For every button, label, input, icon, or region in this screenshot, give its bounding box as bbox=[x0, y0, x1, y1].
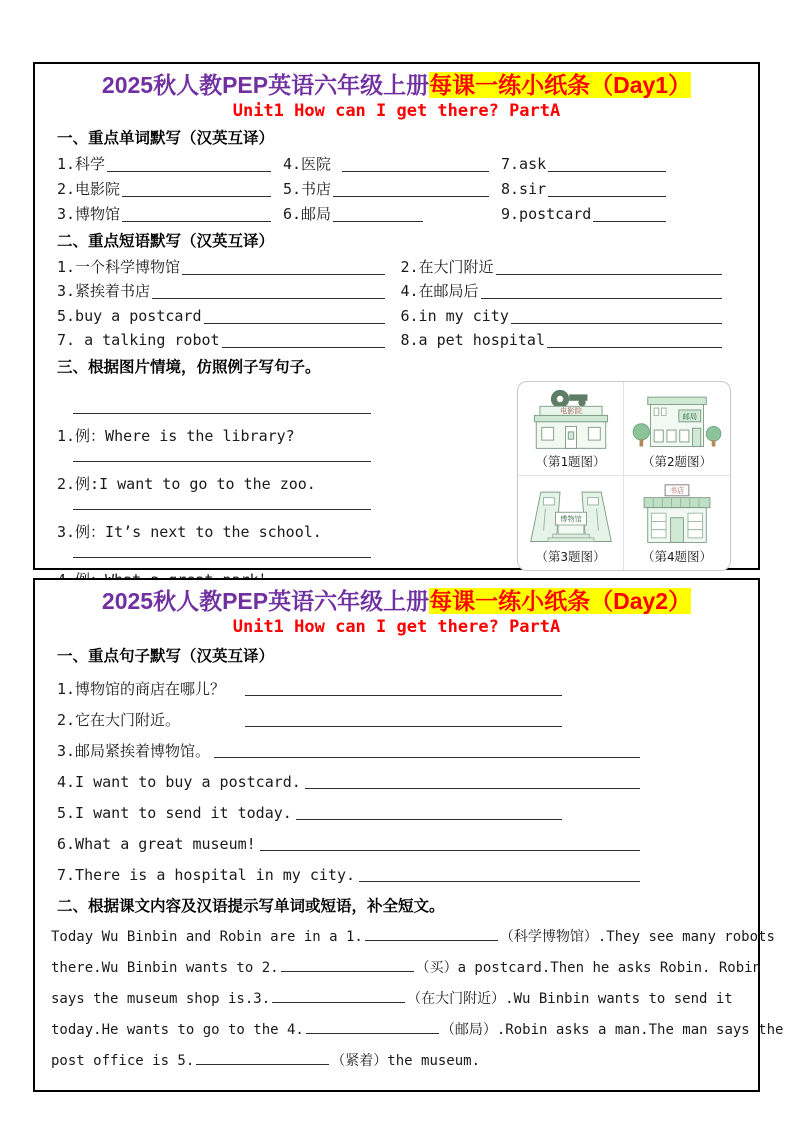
passage-text-post: a postcard.Then he asks Robin. Robin bbox=[457, 960, 762, 976]
post-office-icon bbox=[631, 388, 723, 452]
sentence-item bbox=[57, 732, 744, 763]
answer-blank bbox=[511, 323, 722, 324]
passage-blank bbox=[272, 989, 405, 1003]
answer-blank bbox=[305, 788, 640, 789]
answer-blank bbox=[245, 695, 562, 696]
phrase-item bbox=[57, 254, 401, 279]
day2-sentence-list bbox=[57, 670, 744, 887]
word-label: 2.电影院 bbox=[57, 180, 121, 198]
phrase-label: 7. a talking robot bbox=[57, 331, 220, 349]
bookstore-icon bbox=[631, 483, 723, 547]
answer-blank bbox=[593, 221, 666, 222]
day2-title bbox=[49, 586, 744, 616]
sentence-label: 7.There is a hospital in my city. bbox=[57, 866, 356, 884]
phrase-item bbox=[401, 328, 745, 353]
sentence-label: 4.I want to buy a postcard. bbox=[57, 773, 301, 791]
phrase-label: 3.紧挨着书店 bbox=[57, 282, 151, 300]
sentence-label: 2.它在大门附近。 bbox=[57, 711, 181, 729]
answer-blank bbox=[214, 757, 640, 758]
answer-line bbox=[73, 461, 371, 462]
word-label: 9.postcard bbox=[501, 205, 592, 223]
answer-blank bbox=[342, 171, 489, 172]
answer-blank bbox=[333, 196, 489, 197]
day1-unit-subtitle: Unit1 How can I get there? PartA bbox=[232, 101, 561, 121]
day2-unit-subtitle: Unit1 How can I get there? PartA bbox=[232, 617, 561, 637]
passage-hint: （紧着） bbox=[331, 1053, 388, 1069]
passage-text-pre: today.He wants to go to the 4. bbox=[51, 1022, 304, 1038]
answer-line bbox=[73, 413, 371, 414]
answer-blank bbox=[296, 819, 562, 820]
passage-line bbox=[51, 984, 744, 1015]
word-label: 6.邮局 bbox=[283, 205, 332, 223]
passage-blank bbox=[196, 1051, 329, 1065]
example-item bbox=[57, 429, 517, 493]
example-item bbox=[57, 525, 517, 573]
passage-text-post: .They see many robots bbox=[597, 929, 775, 945]
word-label: 8.sir bbox=[501, 180, 547, 198]
word-item bbox=[283, 151, 501, 176]
answer-blank bbox=[359, 881, 640, 882]
word-label: 1.科学 bbox=[57, 155, 106, 173]
answer-blank bbox=[496, 274, 722, 275]
passage-text-pre: post office is 5. bbox=[51, 1053, 195, 1069]
word-item bbox=[501, 201, 744, 226]
answer-blank bbox=[107, 171, 271, 172]
passage-text-pre: says the museum shop is.3. bbox=[51, 991, 271, 1007]
day2-section2-heading: 二、根据课文内容及汉语提示写单词或短语，补全短文。 bbox=[57, 898, 445, 915]
day1-phrase-dictation-grid bbox=[57, 254, 744, 352]
day1-word-dictation-grid bbox=[57, 151, 744, 226]
cloze-passage bbox=[51, 922, 784, 1077]
passage-text-pre: there.Wu Binbin wants to 2. bbox=[51, 960, 279, 976]
sentence-label: 6.What a great museum! bbox=[57, 835, 256, 853]
word-item bbox=[57, 151, 283, 176]
phrase-item bbox=[401, 279, 745, 304]
phrase-item bbox=[57, 303, 401, 328]
answer-blank bbox=[152, 298, 384, 299]
answer-blank bbox=[222, 347, 385, 348]
passage-line bbox=[51, 922, 775, 953]
phrase-item bbox=[57, 279, 401, 304]
answer-blank bbox=[122, 196, 271, 197]
word-label: 5.书店 bbox=[283, 180, 332, 198]
sentence-item bbox=[57, 701, 744, 732]
answer-blank bbox=[122, 221, 271, 222]
phrase-item bbox=[401, 254, 745, 279]
word-label: 7.ask bbox=[501, 155, 547, 173]
answer-blank bbox=[182, 274, 384, 275]
figure-4-cell bbox=[624, 476, 730, 570]
passage-text-post: the museum. bbox=[387, 1053, 481, 1069]
museum-icon bbox=[525, 483, 617, 547]
phrase-label: 6.in my city bbox=[400, 306, 509, 325]
day2-title-highlight: 每课一练小纸条（Day2） bbox=[429, 588, 692, 614]
day1-worksheet-box bbox=[33, 62, 760, 570]
day1-title bbox=[49, 70, 744, 100]
sentence-item bbox=[57, 763, 744, 794]
passage-hint: （科学博物馆） bbox=[499, 929, 598, 945]
cinema-icon bbox=[525, 388, 617, 452]
day1-section2-heading: 二、重点短语默写（汉英互译） bbox=[57, 233, 275, 250]
passage-line bbox=[51, 953, 762, 984]
example-item bbox=[57, 477, 517, 541]
passage-text-post: .Robin asks a man.The man says the bbox=[496, 1022, 784, 1038]
passage-hint: （邮局） bbox=[440, 1022, 497, 1038]
svg-text:邮局: 邮局 bbox=[682, 412, 698, 422]
figure-2-caption: （第2题图） bbox=[641, 454, 713, 469]
passage-hint: （买） bbox=[415, 960, 458, 976]
day1-title-highlight: 每课一练小纸条（Day1） bbox=[429, 72, 692, 98]
example-sentence: 2.例:I want to go to the zoo. bbox=[57, 475, 316, 493]
word-item bbox=[283, 201, 501, 226]
figure-1-cell bbox=[518, 382, 624, 476]
word-item bbox=[57, 201, 283, 226]
figure-panel bbox=[517, 381, 731, 571]
phrase-label: 2.在大门附近 bbox=[400, 257, 494, 276]
figure-3-caption: （第3题图） bbox=[535, 549, 606, 564]
answer-blank bbox=[333, 221, 423, 222]
svg-text:博物馆: 博物馆 bbox=[559, 514, 582, 524]
answer-line bbox=[73, 557, 371, 558]
sentence-label: 5.I want to send it today. bbox=[57, 804, 292, 822]
word-label: 4.医院 bbox=[283, 155, 341, 173]
day1-section1-heading: 一、重点单词默写（汉英互译） bbox=[57, 130, 275, 147]
answer-line bbox=[73, 509, 371, 510]
phrase-item bbox=[57, 328, 401, 353]
example-item bbox=[57, 381, 517, 445]
sentence-label: 3.邮局紧挨着博物馆。 bbox=[57, 742, 211, 760]
answer-blank bbox=[547, 347, 722, 348]
sentence-item bbox=[57, 794, 744, 825]
answer-blank bbox=[548, 196, 666, 197]
answer-blank bbox=[548, 171, 666, 172]
example-sentence-list bbox=[57, 381, 517, 573]
sentence-label: 1.博物馆的商店在哪儿？ bbox=[57, 680, 226, 698]
answer-blank bbox=[204, 323, 385, 324]
passage-text-post: .Wu Binbin wants to send it bbox=[505, 991, 733, 1007]
example-sentence: 1.例：Where is the library? bbox=[57, 427, 295, 445]
example-sentence: 3.例：It’s next to the school. bbox=[57, 523, 322, 541]
passage-line bbox=[51, 1015, 784, 1046]
word-item bbox=[501, 176, 744, 201]
svg-text:电影院: 电影院 bbox=[559, 406, 582, 416]
phrase-label: 8.a pet hospital bbox=[400, 331, 545, 349]
answer-blank bbox=[260, 850, 640, 851]
sentence-item bbox=[57, 856, 744, 887]
answer-blank bbox=[481, 298, 722, 299]
figure-1-caption: （第1题图） bbox=[535, 454, 606, 469]
passage-blank bbox=[365, 927, 498, 941]
word-item bbox=[283, 176, 501, 201]
day1-section3-content bbox=[57, 381, 744, 573]
answer-blank bbox=[245, 726, 562, 727]
day1-title-prefix: 2025秋人教PEP英语六年级上册 bbox=[101, 72, 430, 98]
phrase-label: 4.在邮局后 bbox=[400, 282, 479, 300]
figure-4-caption: （第4题图） bbox=[641, 549, 713, 564]
day2-section1-heading: 一、重点句子默写（汉英互译） bbox=[57, 648, 275, 665]
phrase-label: 5.buy a postcard bbox=[57, 306, 202, 325]
figure-3-cell bbox=[518, 476, 624, 570]
passage-blank bbox=[306, 1020, 439, 1034]
passage-text-pre: Today Wu Binbin and Robin are in a 1. bbox=[51, 929, 363, 945]
day2-title-prefix: 2025秋人教PEP英语六年级上册 bbox=[101, 588, 430, 614]
day1-section3-heading: 三、根据图片情境，仿照例子写句子。 bbox=[57, 359, 321, 376]
word-label: 3.博物馆 bbox=[57, 205, 121, 223]
word-item bbox=[501, 151, 744, 176]
passage-line bbox=[51, 1046, 744, 1077]
phrase-item bbox=[401, 303, 745, 328]
sentence-item bbox=[57, 670, 744, 701]
phrase-label: 1.一个科学博物馆 bbox=[57, 257, 181, 276]
passage-hint: （在大门附近） bbox=[407, 991, 506, 1007]
sentence-item bbox=[57, 825, 744, 856]
passage-blank bbox=[281, 958, 414, 972]
day2-worksheet-box bbox=[33, 578, 784, 1092]
svg-text:书店: 书店 bbox=[669, 486, 685, 496]
figure-2-cell bbox=[624, 382, 730, 476]
word-item bbox=[57, 176, 283, 201]
